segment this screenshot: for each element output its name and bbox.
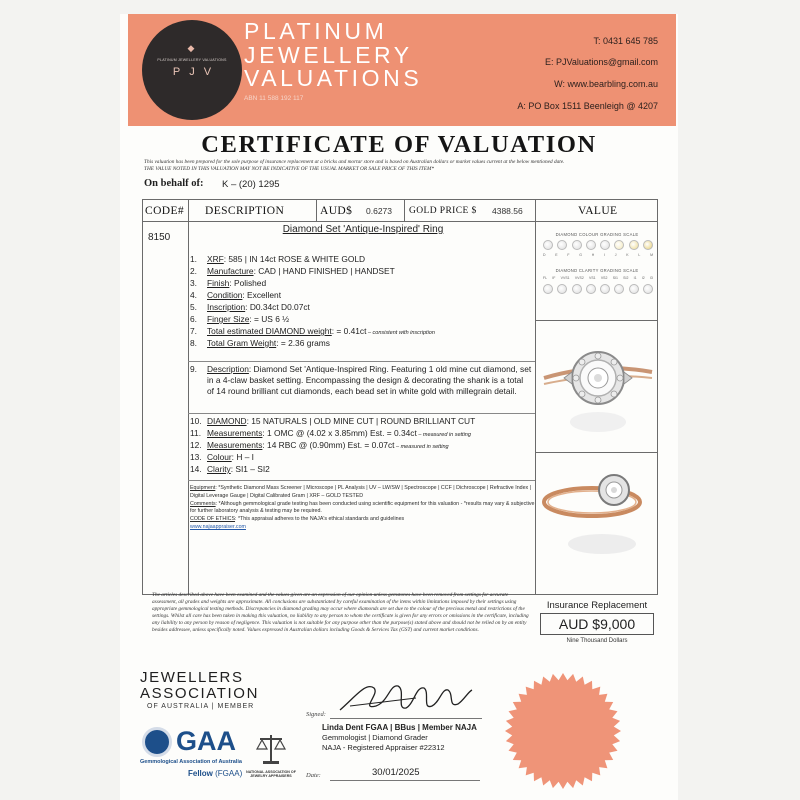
logo-small-text: PLATINUM JEWELLERY VALUATIONS	[157, 58, 227, 62]
signature-line	[330, 718, 482, 719]
scales-of-justice-icon	[254, 731, 288, 767]
clarity-grade: VVS1	[560, 276, 570, 280]
contact-email[interactable]: E: PJValuations@gmail.com	[544, 57, 658, 67]
brand-line: JEWELLERY	[244, 41, 413, 68]
clarity-grade: I2	[641, 276, 645, 280]
clarity-scale-gems	[543, 284, 653, 294]
spec-line	[190, 338, 535, 349]
diamond-line	[190, 416, 535, 427]
diamond-icon	[586, 240, 596, 250]
colour-scale-gems	[543, 240, 653, 250]
line-number: 8.	[190, 338, 197, 348]
header-aud-label: AUD$	[320, 205, 353, 217]
intro-line: THE VALUE NOTED IN THIS VALUATION MAY NOT BE INDICATIVE OF THE USUAL MARKET OR SALE PRICE OF THIS ITEM*	[144, 166, 435, 172]
contact-address: A: PO Box 1511 Beenleigh @ 4207	[517, 101, 658, 111]
header-gold-label: GOLD PRICE $	[409, 206, 477, 216]
diamond-icon	[557, 240, 567, 250]
contact-web[interactable]: W: www.bearbling.com.au	[554, 79, 658, 89]
diamond-line	[190, 464, 535, 475]
fellow-title: Fellow	[188, 769, 213, 778]
header-value: VALUE	[578, 205, 618, 217]
colour-grade: D	[543, 253, 546, 257]
value-column-divider	[535, 452, 658, 453]
spec-value: : 585 | IN 14ct ROSE & WHITE GOLD	[223, 254, 366, 264]
date-label: Date:	[306, 772, 321, 779]
clarity-scale-title: DIAMOND CLARITY GRADING SCALE	[555, 268, 639, 273]
spec-label: Condition	[207, 290, 243, 300]
equipment-label: Equipment	[190, 485, 216, 491]
spec-label: Total estimated DIAMOND weight	[207, 326, 332, 336]
column-divider	[535, 199, 536, 595]
naja-link[interactable]: www.najaappraiser.com	[190, 523, 246, 530]
description-label: Description	[207, 364, 249, 374]
diamond-icon	[543, 284, 553, 294]
spec-label: DIAMOND	[207, 416, 247, 426]
spec-value: : = 0.41ct	[331, 326, 367, 336]
line-number: 1.	[190, 254, 197, 264]
abn: ABN 11 588 192 117	[244, 95, 304, 102]
spec-label: Colour	[207, 452, 232, 462]
spec-value: : H – I	[231, 452, 255, 462]
line-number: 12.	[190, 440, 202, 450]
signer-name: Linda Dent FGAA | BBus | Member NAJA	[322, 723, 477, 732]
value-column-divider	[535, 320, 658, 321]
ja-line: ASSOCIATION	[140, 685, 260, 702]
colour-grade: H	[591, 253, 595, 257]
clarity-grade: VVS2	[574, 276, 584, 280]
diamond-icon	[643, 240, 653, 250]
equipment-text: : *Synthetic Diamond Mass Screener | Microscope | PL Analysis | UV – LW/SW | Spectroscope | CCF | Dichroscope | Refractive Index | Digital Leverage Gauge | Digital Calibrated Gram | XRF – GOLD TESTED	[190, 485, 532, 499]
signer-registration: NAJA - Registered Appraiser #22312	[322, 743, 445, 752]
line-number: 13.	[190, 452, 202, 462]
line-number: 11.	[190, 428, 202, 438]
spec-label: XRF	[207, 254, 224, 264]
gaa-full-name: Gemmological Association of Australia	[140, 759, 242, 765]
spec-note: – measured in setting	[416, 432, 471, 438]
equipment-notes	[190, 485, 535, 532]
brand-line: VALUATIONS	[244, 65, 423, 91]
description-text: : Diamond Set 'Antique-Inspired Ring. Featuring 1 old mine cut diamond, set in a 4-claw basket setting. Encompassing the design & decorating the shank is a total of 14 round brilliant cut diamonds, each bead set in white gold with millegrain detail.	[207, 364, 532, 396]
gaa-emblem-icon	[142, 727, 172, 757]
spec-label: Inscription	[207, 302, 246, 312]
diamond-icon	[600, 240, 610, 250]
comments-label: Comments	[190, 500, 216, 507]
table-header-divider	[142, 221, 658, 222]
clarity-grade: IF	[552, 276, 556, 280]
colour-scale-title: DIAMOND COLOUR GRADING SCALE	[555, 232, 639, 237]
clarity-grade: I1	[633, 276, 637, 280]
date-line	[330, 780, 480, 781]
disclaimer: The articles described above have been examined and the values given are an expression of our opinion unless gemstones have been removed from settings for accurate assessment, all grades and weights are approximate. All conclusions are substantiated by careful examination of the items within limitations imposed by their settings using appropriate gemmological testing methods. Discrepancies in diamond grading may occur where diamonds are set due to the colour of the precious metal and restrictions of the settings. Whilst all care has been taken in making this valuation, no liability to any person to whom the certificate is given for any errors or omissions in the certificate, including any liability to any person by reason of negligence. This valuation is not suitable for any purpose other than the purpose(s) stated above and should not be relied on by an entity besides addressee, unless specifically noted. Values expressed in Australian dollars including Goods & Services Tax (GST) and current market conditions.	[152, 592, 529, 634]
spec-label: Finger Size	[207, 314, 250, 324]
line-number: 4.	[190, 290, 197, 300]
page-title: CERTIFICATE OF VALUATION	[201, 131, 597, 158]
spec-value: : SI1 – SI2	[230, 464, 270, 474]
signer-role: Gemmologist | Diamond Grader	[322, 733, 428, 742]
ring-photo-top	[542, 332, 654, 442]
date-value: 30/01/2025	[372, 767, 420, 778]
spec-value: : Polished	[229, 278, 267, 288]
item-title: Diamond Set 'Antique-Inspired' Ring	[282, 224, 444, 235]
line-number: 10.	[190, 416, 202, 426]
ethics-text: : *This appraisal adheres to the NAJA's ethical standards and guidelines	[235, 516, 405, 523]
fellow-suffix: (FGAA)	[215, 769, 243, 778]
colour-grade: K	[626, 253, 629, 257]
spec-line	[190, 266, 535, 277]
spec-label: Clarity	[207, 464, 231, 474]
ring-photo-side	[542, 462, 654, 572]
colour-grade: M	[650, 253, 653, 257]
spec-line	[190, 314, 535, 325]
spec-label: Measurements	[207, 428, 263, 438]
section-divider	[188, 361, 535, 362]
diamond-line	[190, 452, 535, 463]
spec-line	[190, 278, 535, 289]
contact-phone[interactable]: T: 0431 645 785	[593, 36, 658, 46]
section-divider	[188, 413, 535, 414]
spec-note: – consistent with inscription	[366, 330, 435, 336]
line-number: 14.	[190, 464, 202, 474]
diamond-icon	[629, 284, 639, 294]
colour-grade: F	[567, 253, 570, 257]
spec-label: Manufacture	[207, 266, 254, 276]
clarity-grade: I3	[649, 276, 653, 280]
spec-line	[190, 302, 535, 313]
spec-label: Measurements	[207, 440, 263, 450]
spec-value: : = 2.36 grams	[276, 338, 330, 348]
line-number: 5.	[190, 302, 197, 312]
clarity-grade: VS2	[600, 276, 608, 280]
header-code: CODE#	[145, 205, 185, 217]
diamond-icon	[586, 284, 596, 294]
spec-label: Total Gram Weight	[207, 338, 277, 348]
seal-icon	[503, 671, 623, 791]
diamond-icon	[572, 284, 582, 294]
spec-value: : D0.34ct D0.07ct	[245, 302, 310, 312]
colour-grade: I	[604, 253, 606, 257]
item-code: 8150	[148, 232, 171, 243]
diamond-icon	[643, 284, 653, 294]
column-divider	[404, 199, 405, 221]
spec-value: : CAD | HAND FINISHED | HANDSET	[253, 266, 395, 276]
line-number: 6.	[190, 314, 197, 324]
spec-label: Finish	[207, 278, 230, 288]
diamond-icon	[614, 284, 624, 294]
fellow-label	[188, 769, 242, 778]
signature	[336, 676, 476, 720]
spec-value: : Excellent	[242, 290, 282, 300]
spec-value: : 15 NATURALS | OLD MINE CUT | ROUND BRILLIANT CUT	[246, 416, 476, 426]
line-number: 9.	[190, 364, 197, 374]
diamond-icon	[543, 240, 553, 250]
diamond-icon: ◆	[187, 43, 195, 53]
ethics-label: CODE OF ETHICS	[190, 516, 236, 523]
insurance-amount: AUD $9,000	[540, 613, 654, 635]
spec-note: – measured in setting	[394, 444, 449, 450]
brand-name	[244, 20, 422, 91]
comments-text: : *Although gemmological grade testing has been conducted using scientific equipment for this valuation - *results may vary & subjective for further laboratory analysis & testing may be required.	[190, 500, 535, 515]
insurance-words: Nine Thousand Dollars	[566, 638, 628, 644]
behalf-label: On behalf of:	[144, 178, 204, 189]
ja-member: OF AUSTRALIA | MEMBER	[147, 703, 255, 710]
diamond-icon	[614, 240, 624, 250]
colour-grade: J	[614, 253, 617, 257]
clarity-grade: VS1	[589, 276, 596, 280]
brand-line: PLATINUM	[244, 18, 388, 44]
diamond-icon	[572, 240, 582, 250]
intro-line: This valuation has been prepared for the sole purpose of insurance replacement at a bricks and mortar store and is based on Australian dollars or market values current at the below mentioned date.	[144, 159, 565, 165]
column-divider	[316, 199, 317, 221]
signed-label: Signed:	[306, 711, 326, 718]
spec-line	[190, 290, 535, 301]
clarity-grade: FL	[543, 276, 548, 280]
gaa-logo: GAA	[176, 726, 236, 756]
column-divider	[188, 199, 189, 595]
colour-grade: E	[555, 253, 558, 257]
spec-value: : = US 6 ½	[249, 314, 290, 324]
ja-line: JEWELLERS	[140, 669, 244, 686]
header-gold-value: 4388.56	[492, 206, 523, 216]
behalf-value: K – (20) 1295	[222, 179, 280, 190]
line-number: 2.	[190, 266, 197, 276]
colour-grade: L	[638, 253, 641, 257]
colour-grades	[543, 253, 653, 257]
insurance-label: Insurance Replacement	[546, 600, 648, 611]
line-number: 7.	[190, 326, 197, 336]
clarity-grades	[543, 276, 653, 280]
header-description: DESCRIPTION	[205, 205, 285, 217]
colour-grade: G	[579, 253, 582, 257]
line-number: 3.	[190, 278, 197, 288]
spec-value: : 1 OMC @ (4.02 x 3.85mm) Est. = 0.34ct	[262, 428, 417, 438]
spec-value: : 14 RBC @ (0.90mm) Est. = 0.07ct	[262, 440, 395, 450]
description-line	[190, 364, 535, 397]
section-divider	[188, 480, 535, 481]
clarity-grade: SI1	[612, 276, 618, 280]
logo-monogram: PJV	[172, 66, 221, 78]
diamond-icon	[600, 284, 610, 294]
clarity-grade: SI2	[623, 276, 629, 280]
naja-logo-text: NATIONAL ASSOCIATION OF JEWELRY APPRAISERS	[246, 770, 296, 779]
spec-line	[190, 254, 535, 265]
header-aud-value: 0.6273	[366, 206, 392, 216]
diamond-icon	[629, 240, 639, 250]
diamond-icon	[557, 284, 567, 294]
